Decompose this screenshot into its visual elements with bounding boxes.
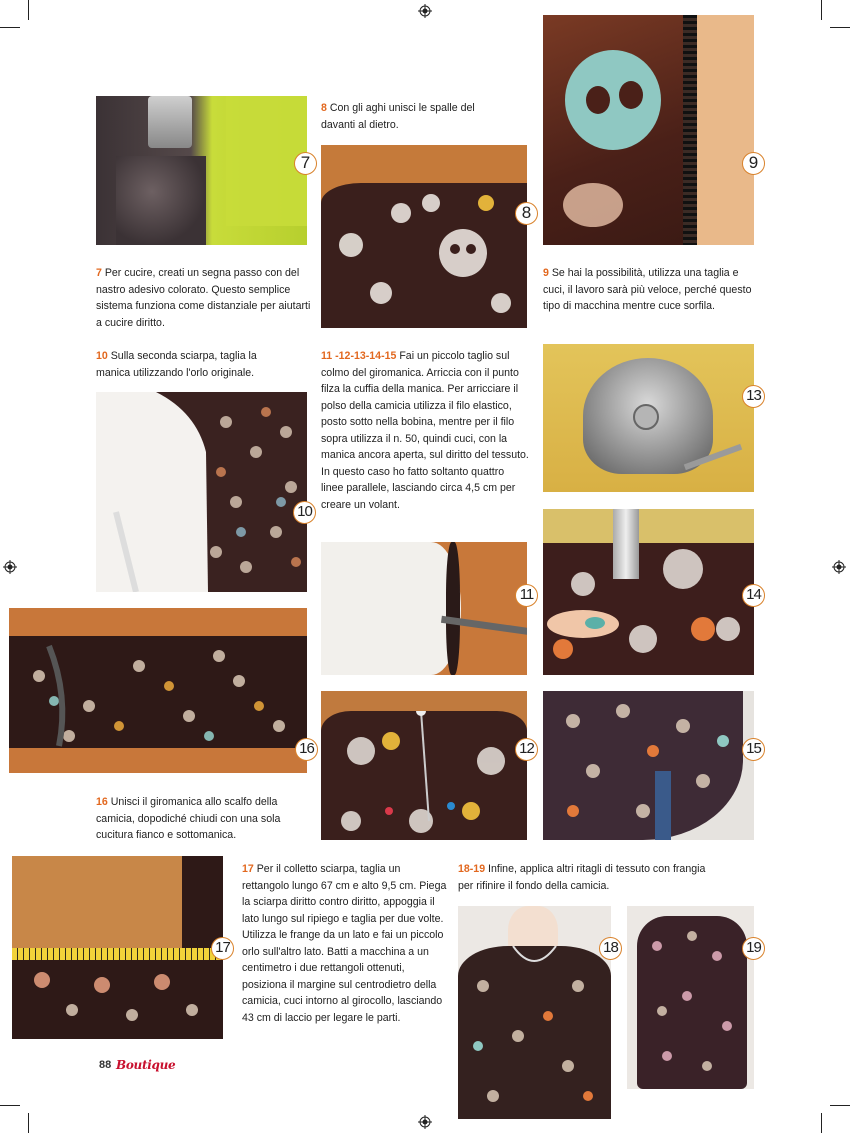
photo-step-16 xyxy=(9,608,307,773)
magazine-logo: Boutique xyxy=(116,1058,176,1072)
step-10-text: 10 Sulla seconda sciarpa, taglia la manica utilizzando l'orlo originale. xyxy=(96,350,257,379)
photo-step-13 xyxy=(543,344,754,492)
photo-step-14 xyxy=(543,509,754,675)
registration-mark-bottom xyxy=(418,1115,432,1129)
photo-step-19 xyxy=(627,906,754,1089)
badge-11: 11 xyxy=(515,584,538,607)
photo-step-18 xyxy=(458,906,611,1119)
badge-12: 12 xyxy=(515,738,538,761)
badge-16: 16 xyxy=(295,738,318,761)
photo-step-10 xyxy=(96,392,307,592)
photo-step-15 xyxy=(543,691,754,840)
step-16-text: 16 Unisci il giromanica allo scalfo della camicia, dopodiché chiudi con una sola cucitura fianco e sottomanica. xyxy=(96,796,281,841)
page-number: 88 xyxy=(99,1059,112,1071)
photo-step-11 xyxy=(321,542,527,675)
badge-14: 14 xyxy=(742,584,765,607)
photo-step-12 xyxy=(321,691,527,840)
badge-8: 8 xyxy=(515,202,538,225)
step-7-text: 7 Per cucire, creati un segna passo con del nastro adesivo colorato. Questo semplice sistema funziona come distanziale per aiutarti a cucire diritto. xyxy=(96,267,311,329)
badge-17: 17 xyxy=(211,937,234,960)
step-17-text: 17 Per il colletto sciarpa, taglia un rettangolo lungo 67 cm e alto 9,5 cm. Piega la sciarpa diritto contro diritto, appoggia il lato lungo sul ripiego e taglia per due volte. Utilizza le frange da un lato e fai un piccolo orlo sull'altro lato. Batti a macchina a un centimetro i due rettangoli ottenuti, posiziona il margine sul centrodietro della camicia, cuci intorno al girocollo, lasciando 43 cm di laccio per legare le parti. xyxy=(242,863,447,1024)
photo-step-8 xyxy=(321,145,527,328)
badge-19: 19 xyxy=(742,937,765,960)
step-11-15-text: 11 -12-13-14-15 Fai un piccolo taglio sul colmo del giromanica. Arriccia con il punto filza la cuffia della manica. Per arricciare il polso della camicia utilizza il filo elastico, posto sotto nella bobina, mentre per il filo sopra utilizza il n. 50, quindi cuci, con la manica ancora aperta, sul diritto del tessuto. In questo caso ho fatto soltanto quattro linee parallele, lasciando circa 4,5 cm per creare un volant. xyxy=(321,350,529,511)
registration-mark-left xyxy=(3,560,17,574)
badge-9: 9 xyxy=(742,152,765,175)
badge-18: 18 xyxy=(599,937,622,960)
badge-7: 7 xyxy=(294,152,317,175)
photo-step-17 xyxy=(12,856,223,1039)
step-8-text: 8 Con gli aghi unisci le spalle del davanti al dietro. xyxy=(321,102,475,131)
badge-15: 15 xyxy=(742,738,765,761)
photo-step-9 xyxy=(543,15,754,245)
step-9-text: 9 Se hai la possibilità, utilizza una taglia e cuci, il lavoro sarà più veloce, perché questo tipo di macchina mentre cuce sorfila. xyxy=(543,267,752,312)
badge-13: 13 xyxy=(742,385,765,408)
photo-step-7 xyxy=(96,96,307,245)
registration-mark-top xyxy=(418,4,432,18)
step-18-19-text: 18-19 Infine, applica altri ritagli di tessuto con frangia per rifinire il fondo della camicia. xyxy=(458,863,706,892)
registration-mark-right xyxy=(832,560,846,574)
badge-10: 10 xyxy=(293,501,316,524)
